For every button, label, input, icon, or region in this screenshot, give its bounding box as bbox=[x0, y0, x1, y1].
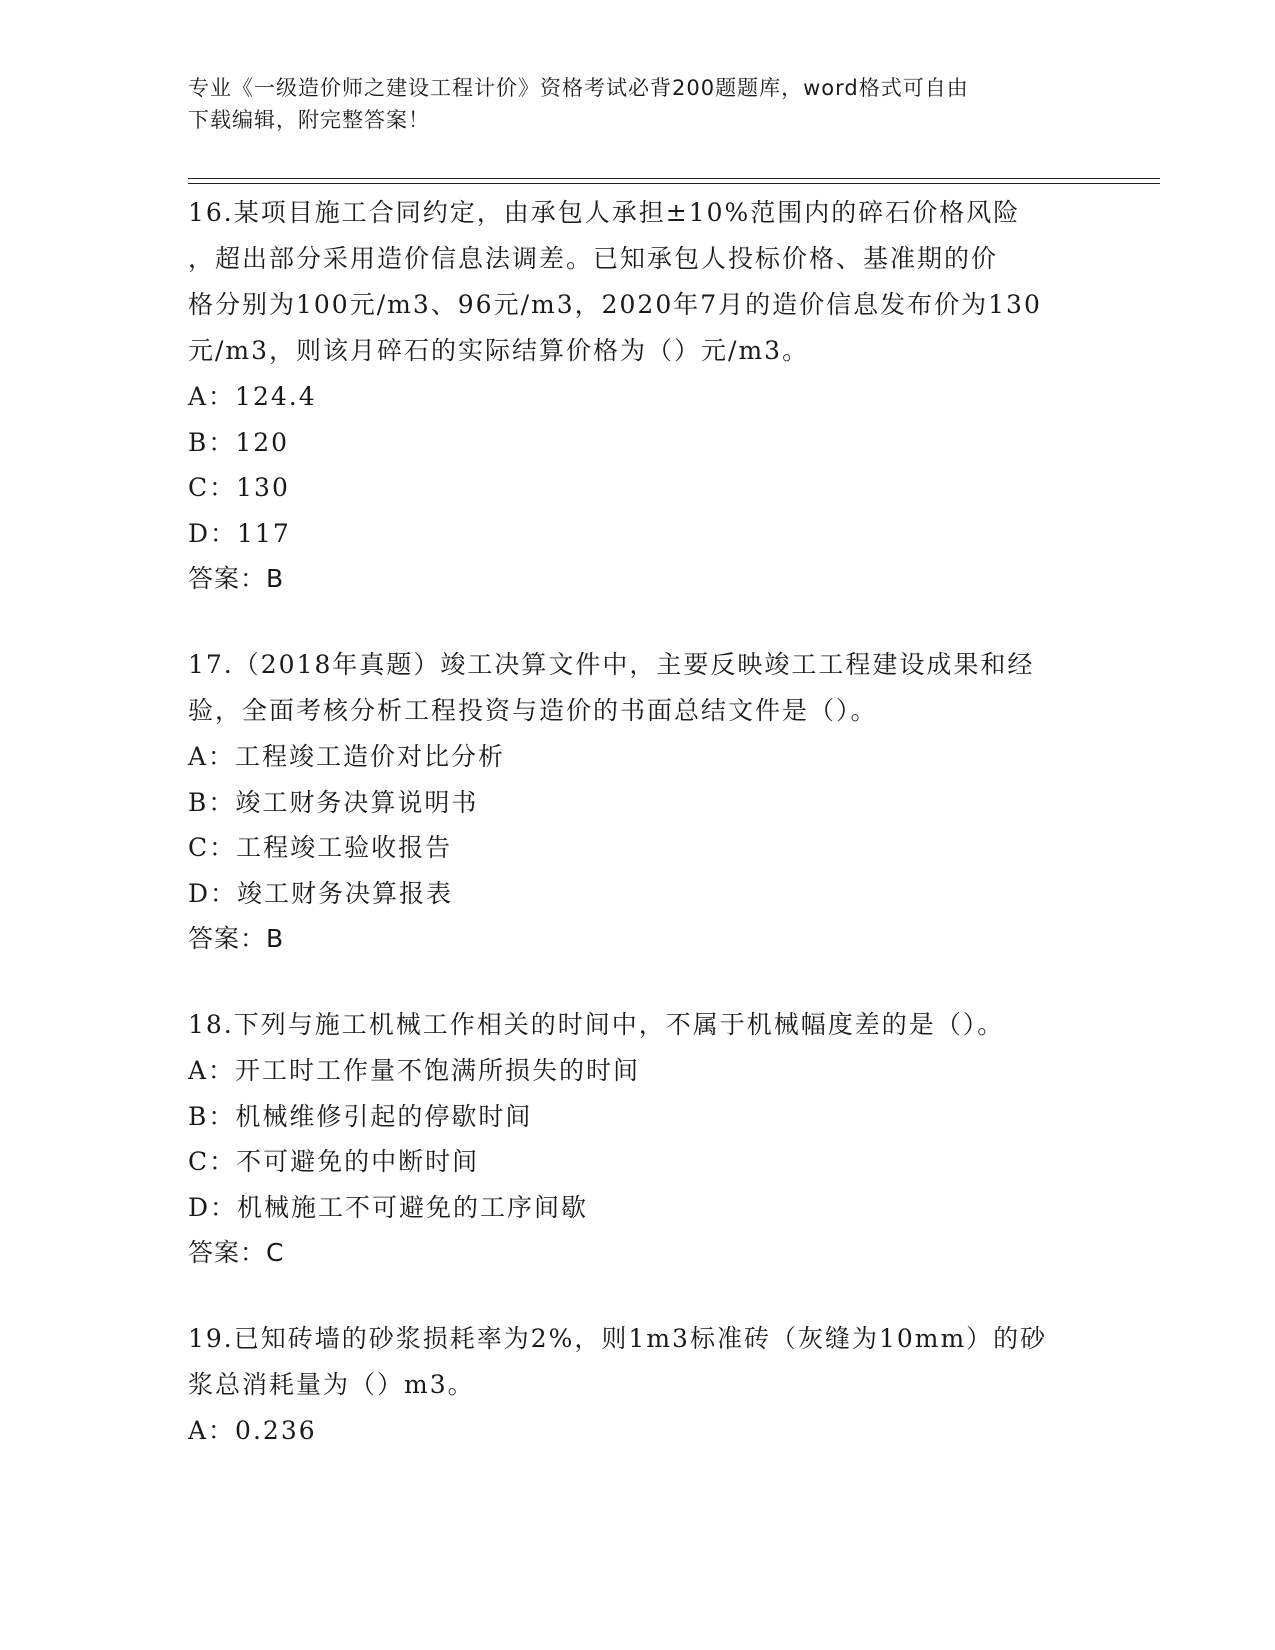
option-c: C：不可避免的中断时间 bbox=[188, 1147, 480, 1176]
question-stem-line: 19.已知砖墙的砂浆损耗率为2%，则1m3标准砖（灰缝为10mm）的砂 bbox=[188, 1324, 1048, 1353]
header-title-line-2: 下载编辑，附完整答案！ bbox=[188, 108, 430, 132]
header-divider-bottom bbox=[188, 183, 1160, 184]
document-header bbox=[188, 72, 1068, 136]
question-list bbox=[188, 190, 1088, 1494]
question-18 bbox=[188, 1002, 1088, 1276]
question-stem-line: 16.某项目施工合同约定，由承包人承担±10%范围内的碎石价格风险 bbox=[188, 198, 1021, 227]
question-stem-line: 元/m3，则该月碎石的实际结算价格为（）元/m3。 bbox=[188, 336, 810, 365]
option-a: A：124.4 bbox=[188, 382, 317, 411]
option-b: B：竣工财务决算说明书 bbox=[188, 787, 479, 817]
header-title-line-1: 专业《一级造价师之建设工程计价》资格考试必背200题题库，word格式可自由 bbox=[188, 76, 969, 100]
option-b: B：机械维修引起的停歇时间 bbox=[188, 1101, 533, 1131]
question-stem-line: 浆总消耗量为（）m3。 bbox=[188, 1370, 475, 1399]
question-stem-line: 验，全面考核分析工程投资与造价的书面总结文件是（）。 bbox=[188, 696, 878, 725]
option-c: C：工程竣工验收报告 bbox=[188, 833, 453, 862]
question-stem-line: ，超出部分采用造价信息法调差。已知承包人投标价格、基准期的价 bbox=[188, 244, 999, 273]
option-a: A：工程竣工造价对比分析 bbox=[188, 742, 506, 771]
question-16 bbox=[188, 190, 1088, 602]
answer-label: 答案：C bbox=[188, 1238, 285, 1267]
option-a: A：0.236 bbox=[188, 1416, 317, 1445]
header-divider-top bbox=[188, 178, 1160, 179]
option-d: D：机械施工不可避免的工序间歇 bbox=[188, 1192, 589, 1222]
option-a: A：开工时工作量不饱满所损失的时间 bbox=[188, 1056, 641, 1085]
option-b: B：120 bbox=[188, 427, 290, 457]
answer-label: 答案：B bbox=[188, 564, 285, 593]
option-c: C：130 bbox=[188, 473, 290, 502]
option-d: D：117 bbox=[188, 518, 291, 548]
question-19 bbox=[188, 1316, 1088, 1454]
answer-label: 答案：B bbox=[188, 924, 285, 953]
option-d: D：竣工财务决算报表 bbox=[188, 878, 454, 908]
question-stem-line: 18.下列与施工机械工作相关的时间中，不属于机械幅度差的是（）。 bbox=[188, 1010, 1005, 1039]
question-stem-line: 17.（2018年真题）竣工决算文件中，主要反映竣工工程建设成果和经 bbox=[188, 650, 1035, 679]
question-17 bbox=[188, 642, 1088, 962]
question-stem-line: 格分别为100元/m3、96元/m3，2020年7月的造价信息发布价为130 bbox=[188, 290, 1042, 319]
